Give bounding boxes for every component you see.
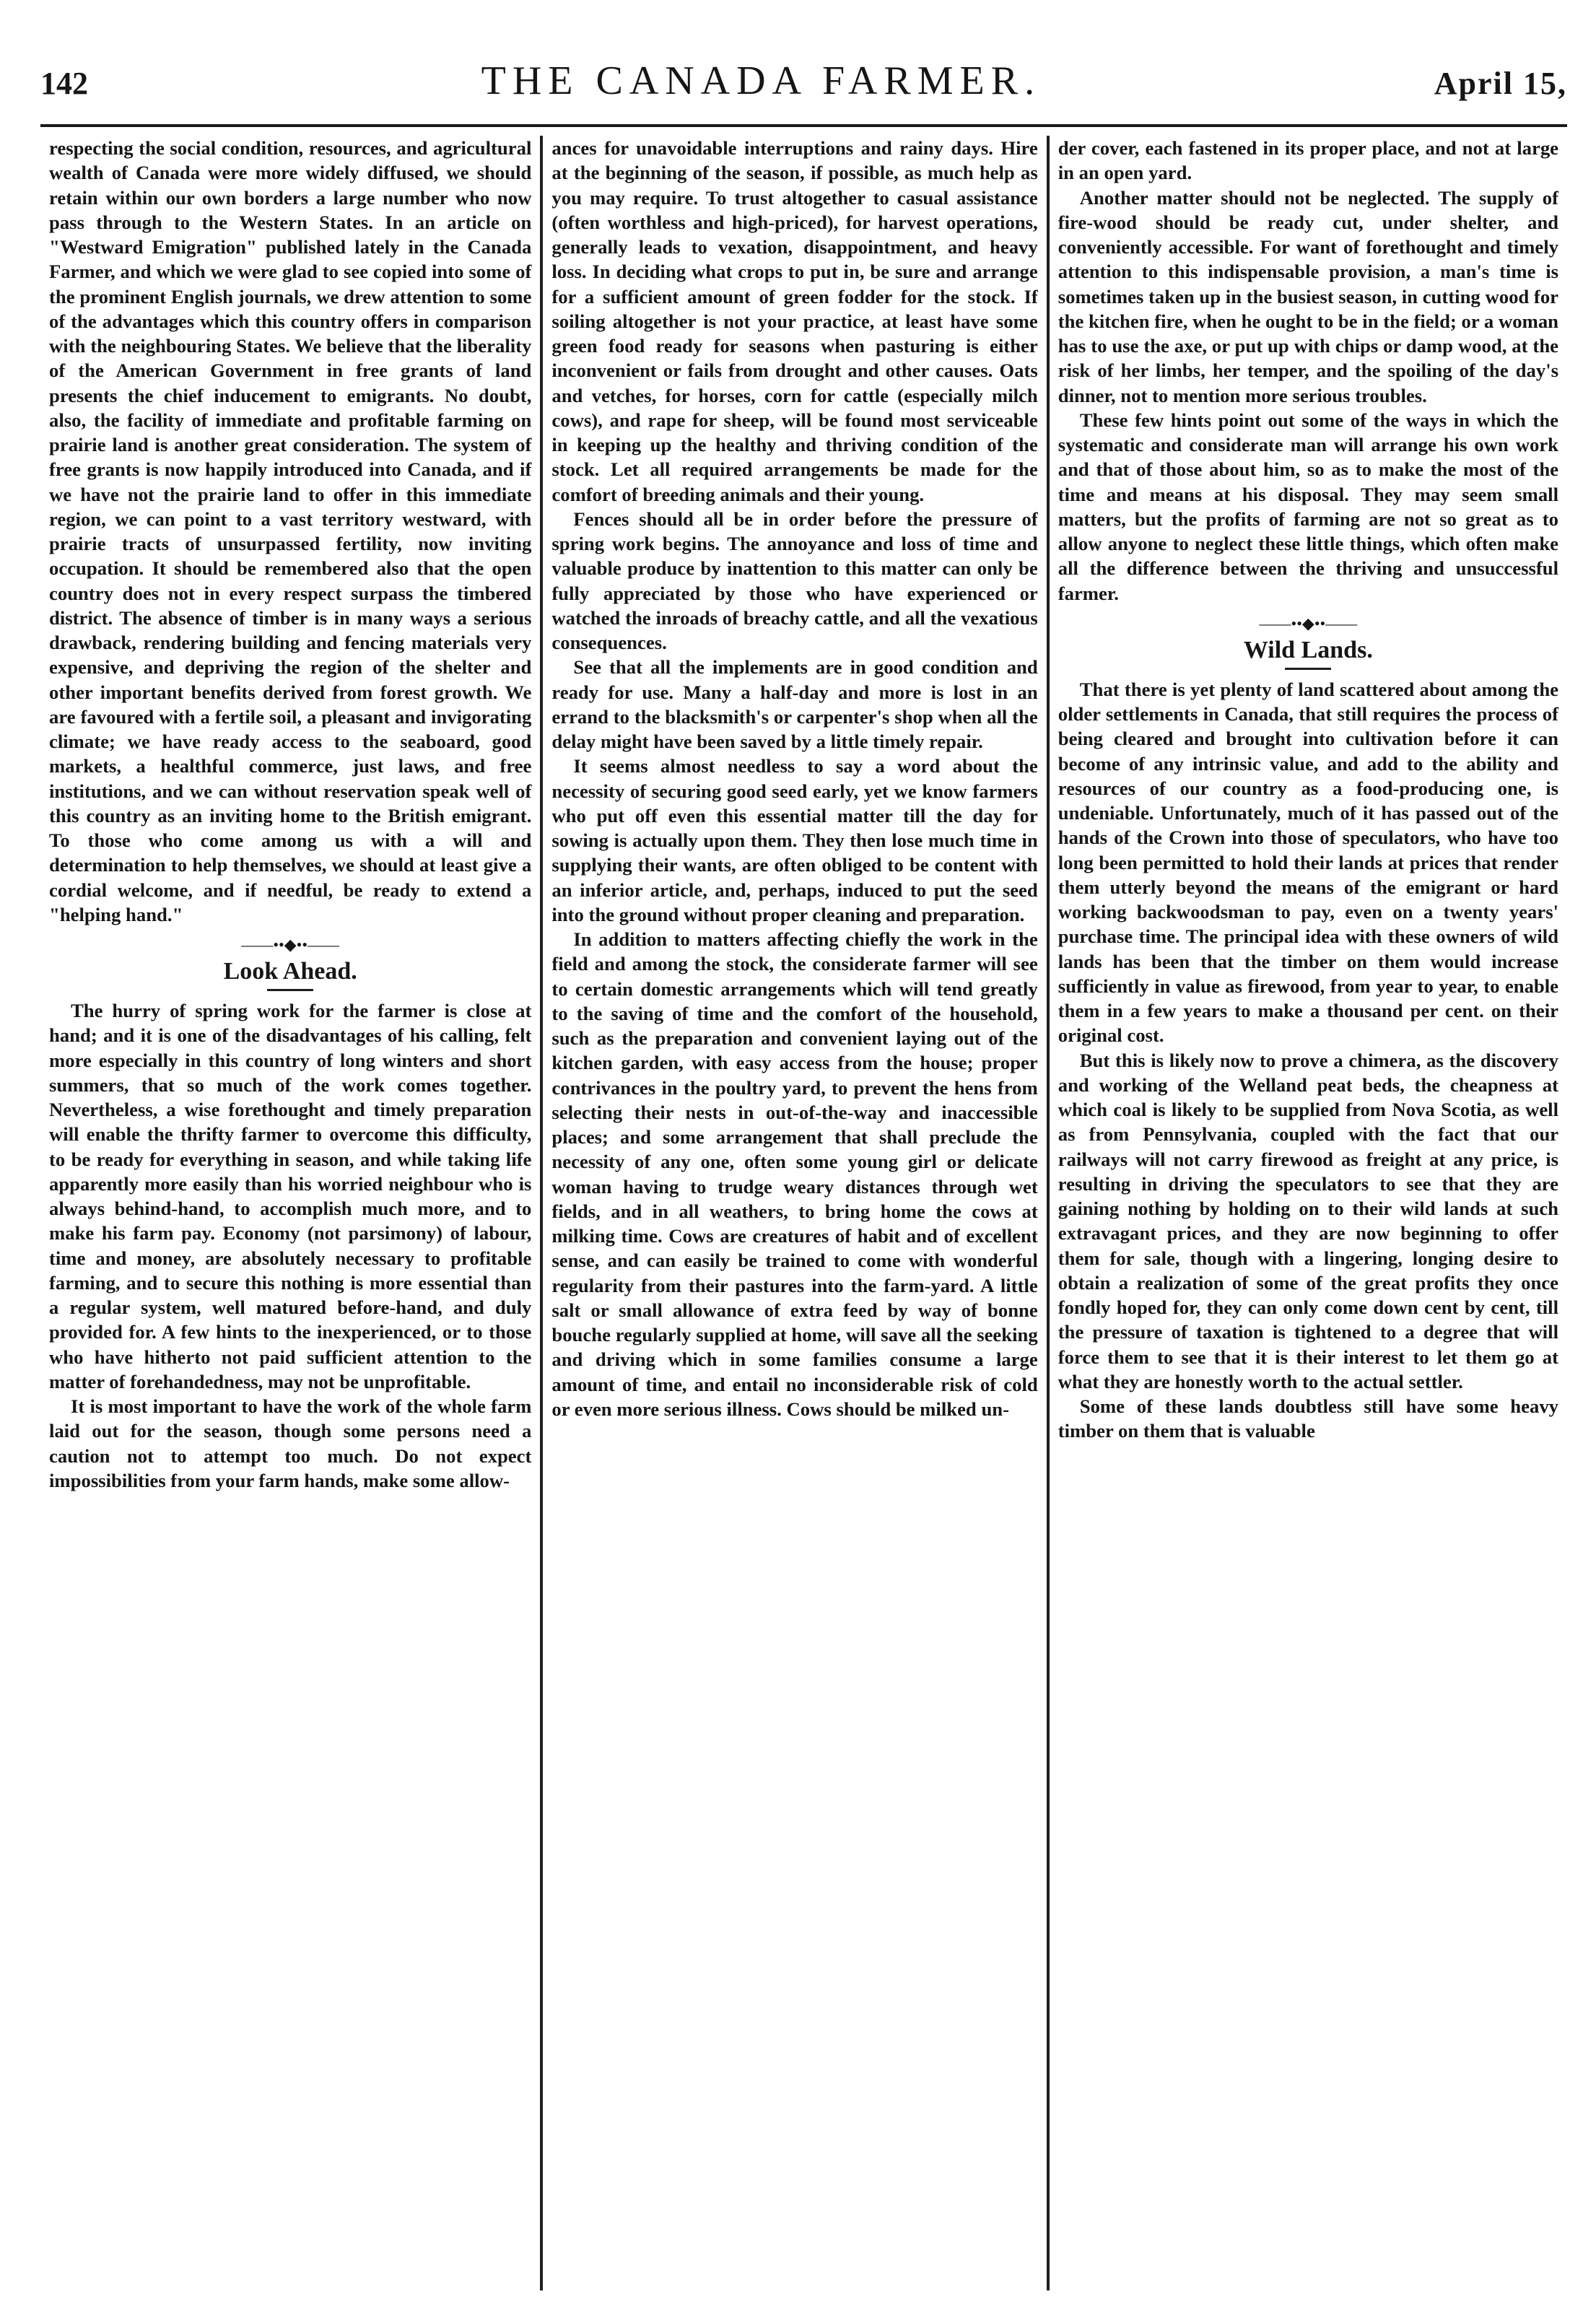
heading-underline <box>1285 668 1331 670</box>
newspaper-title: THE CANADA FARMER. <box>481 58 1042 103</box>
article-paragraph: The hurry of spring work for the farmer is close at hand; and it is one of the disadvantages of his calling, felt more especially in this country of long winters and short summers, that so much of the work comes together. Nevertheless, a wise forethought and timely preparation will enable the thrifty farmer to overcome this difficulty, to be ready for everything in season, and while taking life apparently more easily than his worried neighbour who is always behind-hand, to accomplish much more, and to make his farm pay. Economy (not parsimony) of labour, time and money, are absolutely necessary to profitable farming, and to secure this nothing is more essential than a regular system, well matured before-hand, and duly provided for. A few hints to the inexperienced, or to those who have hitherto not paid sufficient attention to the matter of forehandedness, may not be unprofitable. <box>49 1000 532 1392</box>
article-paragraph: Another matter should not be neglected. The supply of fire-wood should be ready cut, under shelter, and conveniently accessible. For want of forethought and timely attention to this indispensable provision, a man's time is sometimes taken up in the busiest season, in cutting wood for the kitchen fire, when he ought to be in the field; or a woman has to use the axe, or put up with chips or damp wood, at the risk of her limbs, her temper, and the spoiling of the day's dinner, not to mention more serious troubles. <box>1058 186 1559 406</box>
article-paragraph: But this is likely now to prove a chimera, as the discovery and working of the Welland peat beds, the cheapness at which coal is likely to be supplied from Nova Scotia, as well as from Pennsylvania, coupled with the fact that our railways will not carry firewood as freight at any price, is resulting in driving the speculators to see that they are gaining nothing by holding on to their wild lands at such extravagant prices, and they are now beginning to offer them for sale, though with a lingering, longing desire to obtain a realization of some of the great profits they once fondly hoped for, they can only come down cent by cent, till the pressure of taxation is tightened to a degree that will force them to see that it is their interest to let them go at what they are honestly worth to the actual settler. <box>1058 1049 1559 1392</box>
article-paragraph: der cover, each fastened in its proper place, and not at large in an open yard. <box>1058 137 1559 184</box>
article-columns <box>40 136 1567 2290</box>
heading-underline <box>267 989 313 991</box>
article-paragraph: It seems almost needless to say a word about the necessity of securing good seed early, yet we know farmers who put off even this essential matter till the day for sowing is actually upon them. They then lose much time in supplying their wants, are often obliged to be content with an inferior article, and, perhaps, induced to put the seed into the ground without proper cleaning and preparation. <box>551 755 1038 925</box>
article-paragraph: These few hints point out some of the ways in which the systematic and considerate man will arrange his own work and that of those about him, so as to make the most of the time and means at his disposal. They may seem small matters, but the profits of farming are not so great as to allow anyone to neglect these little things, which often make all the difference between the thriving and unsuccessful farmer. <box>1058 409 1559 604</box>
masthead-rule <box>40 124 1567 127</box>
section-ornament <box>1058 616 1558 632</box>
article-paragraph: See that all the implements are in good condition and ready for use. Many a half-day and more is lost in an errand to the blacksmith's or carpenter's shop when all the delay might have been saved by a little timely repair. <box>551 656 1038 752</box>
article-paragraph: In addition to matters affecting chiefly the work in the field and among the stock, the considerate farmer will see to certain domestic arrangements which will tend greatly to the saving of time and the comfort of the household, such as the preparation and convenient laying out of the kitchen garden, with easy access from the house; proper contrivances in the poultry yard, to prevent the hens from selecting their nests in out-of-the-way and inaccessible places; and some arrangement that shall preclude the necessity of any one, often some young girl or delicate woman having to trudge weary distances through wet fields, and in all weathers, to bring home the cows at milking time. Cows are creatures of habit and of excellent sense, and can easily be trained to come with wonderful regularity from their pastures into the farm-yard. A little salt or small allowance of extra feed by way of bonne bouche regularly supplied at home, will save all the seeking and driving which in some families consume a large amount of time, and entail no inconsiderable risk of cold or even more serious illness. Cows should be milked un- <box>551 928 1038 1420</box>
column-1 <box>40 136 540 2290</box>
article-paragraph: ances for unavoidable interruptions and rainy days. Hire at the beginning of the season, if possible, as much help as you may require. To trust altogether to casual assistance (often worthless and high-priced), for harvest operations, generally leads to vexation, disappointment, and heavy loss. In deciding what crops to put in, be sure and arrange for a sufficient amount of green fodder for the stock. If soiling altogether is not your practice, at least have some green food ready for seasons when pasturing is either inconvenient or fails from drought and other causes. Oats and vetches, for horses, corn for cattle (especially milch cows), and rape for sheep, will be found most serviceable in keeping up the healthy and thriving condition of the stock. Let all required arrangements be made for the comfort of breeding animals and their young. <box>551 137 1038 505</box>
article-paragraph: It is most important to have the work of the whole farm laid out for the season, though some persons need a caution not to attempt too much. Do not expect impossibilities from your farm hands, make some allow- <box>49 1395 532 1491</box>
section-heading: Look Ahead. <box>223 958 357 985</box>
column-2 <box>543 136 1046 2290</box>
section-ornament <box>49 937 531 953</box>
article-paragraph: respecting the social condition, resources, and agricultural wealth of Canada were more widely diffused, we should retain within our own borders a large number who now pass through to the Western States. In an article on "Westward Emigration" published lately in the Canada Farmer, and which we were glad to see copied into some of the prominent English journals, we drew attention to some of the advantages which this country offers in comparison with the neighbouring States. We believe that the liberality of the American Government in free grants of land presents the chief inducement to emigrants. No doubt, also, the facility of immediate and profitable farming on prairie land is another great consideration. The system of free grants is now happily introduced into Canada, and if we have not the prairie land to offer in this immediate region, we can point to a vast territory westward, with prairie tracts of unsurpassed fertility, now inviting occupation. It should be remembered also that the open country does not in every respect surpass the timbered district. The absence of timber is in many ways a serious drawback, rendering building and fencing materials very expensive, and depriving the region of the shelter and other important benefits derived from forest growth. We are favoured with a fertile soil, a pleasant and invigorating climate; we have ready access to the seaboard, good markets, a healthful commerce, just laws, and free institutions, and we can without reservation speak well of this country as an inviting home to the British emigrant. To those who come among us with a will and determination to help themselves, we should at least give a cordial welcome, and if needful, be ready to extend a "helping hand." <box>49 137 532 925</box>
column-3 <box>1050 136 1567 2290</box>
ornament-glyph: ——••◆••—— <box>241 936 340 954</box>
masthead <box>40 58 1567 108</box>
issue-date: April 15, <box>1434 66 1567 101</box>
article-paragraph: Some of these lands doubtless still have some heavy timber on them that is valuable <box>1058 1395 1559 1442</box>
section-heading: Wild Lands. <box>1243 636 1373 663</box>
article-paragraph: Fences should all be in order before the pressure of spring work begins. The annoyance and loss of time and valuable produce by inattention to this matter can only be fully appreciated by those who have experienced or watched the inroads of breachy cattle, and all the vexatious consequences. <box>551 507 1038 653</box>
ornament-glyph: ——••◆••—— <box>1259 614 1358 632</box>
page-number: 142 <box>40 66 88 101</box>
article-paragraph: That there is yet plenty of land scattered about among the older settlements in Canada, that still requires the process of being cleared and brought into cultivation before it can become of any intrinsic value, and add to the ability and resources of our country as a food-producing one, is undeniable. Unfortunately, much of it has passed out of the hands of the Crown into those of speculators, who have too long been permitted to hold their lands at prices that render them utterly beyond the means of the emigrant or hard working backwoodsman to pay, even on a twenty years' purchase time. The principal idea with these owners of wild lands has been that the timber on them would increase sufficiently in value as firewood, from year to year, to enable them in a few years to make a thousand per cent. on their original cost. <box>1058 678 1559 1047</box>
